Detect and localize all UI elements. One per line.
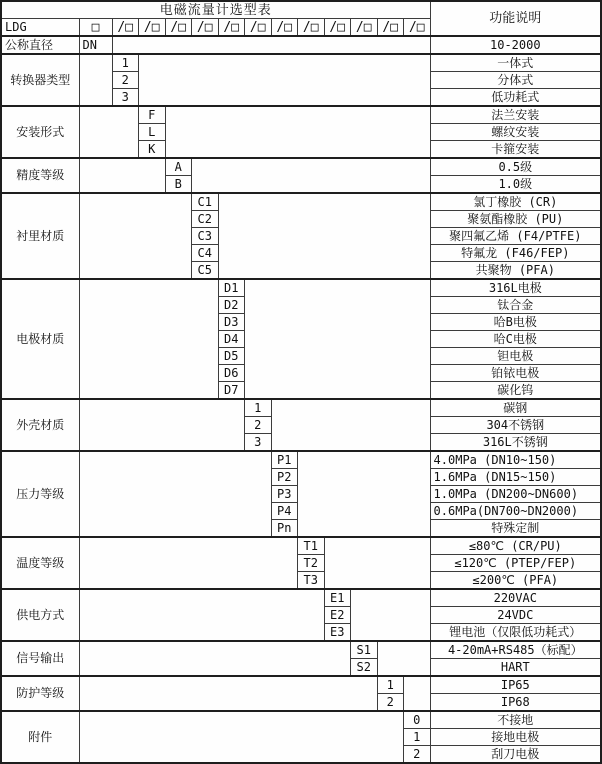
option-code: E2 <box>324 607 351 624</box>
model-code-box: □ <box>79 19 112 37</box>
model-code-slash-box: /□ <box>351 19 378 37</box>
option-description: 0.6MPa(DN700~DN2000) <box>430 503 601 520</box>
category-label: 转换器类型 <box>1 54 79 106</box>
option-code: 1 <box>245 399 272 417</box>
spacer-cell <box>112 36 430 54</box>
option-code: Pn <box>271 520 298 538</box>
option-description: 1.0级 <box>430 176 601 194</box>
model-code-slash-box: /□ <box>165 19 192 37</box>
spacer-cell <box>218 193 430 279</box>
function-column-header: 功能说明 <box>430 1 601 36</box>
option-description: IP65 <box>430 676 601 694</box>
spacer-cell <box>351 589 431 641</box>
option-code: 2 <box>377 694 404 712</box>
model-code-slash-box: /□ <box>139 19 166 37</box>
spacer-cell <box>165 106 430 158</box>
option-code: D6 <box>218 365 245 382</box>
category-label: 衬里材质 <box>1 193 79 279</box>
option-code: DN <box>79 36 112 54</box>
option-description: 锂电池（仅限低功耗式） <box>430 624 601 642</box>
option-description: 220VAC <box>430 589 601 607</box>
spacer-cell <box>79 641 351 676</box>
option-code: 3 <box>245 434 272 452</box>
spacer-cell <box>324 537 430 589</box>
model-code-slash-box: /□ <box>192 19 219 37</box>
spacer-cell <box>79 589 324 641</box>
option-code: E1 <box>324 589 351 607</box>
option-code: T1 <box>298 537 325 555</box>
option-code: C1 <box>192 193 219 211</box>
category-label: 压力等级 <box>1 451 79 537</box>
category-label: 温度等级 <box>1 537 79 589</box>
option-code: P4 <box>271 503 298 520</box>
option-code: S1 <box>351 641 378 659</box>
option-description: 聚氨酯橡胶 (PU) <box>430 211 601 228</box>
option-description: 不接地 <box>430 711 601 729</box>
option-description: 特氟龙 (F46/FEP) <box>430 245 601 262</box>
option-code: 2 <box>112 72 139 89</box>
option-description: 4.0MPa (DN10~150) <box>430 451 601 469</box>
option-description: 聚四氟乙烯 (F4/PTFE) <box>430 228 601 245</box>
option-description: 钽电极 <box>430 348 601 365</box>
option-code: D2 <box>218 297 245 314</box>
option-code: C3 <box>192 228 219 245</box>
category-label: 安装形式 <box>1 106 79 158</box>
option-code: 2 <box>245 417 272 434</box>
option-code: K <box>139 141 166 159</box>
model-code-slash-box: /□ <box>404 19 431 37</box>
option-code: P3 <box>271 486 298 503</box>
category-label: 公称直径 <box>1 36 79 54</box>
option-description: 碳钢 <box>430 399 601 417</box>
option-description: 一体式 <box>430 54 601 72</box>
spacer-cell <box>79 537 298 589</box>
option-description: 碳化钨 <box>430 382 601 400</box>
option-description: 哈C电极 <box>430 331 601 348</box>
spacer-cell <box>404 676 431 711</box>
option-description: 螺纹安装 <box>430 124 601 141</box>
spacer-cell <box>245 279 431 399</box>
model-code-prefix: LDG <box>1 19 79 37</box>
model-code-slash-box: /□ <box>112 19 139 37</box>
category-label: 供电方式 <box>1 589 79 641</box>
option-description: 316L电极 <box>430 279 601 297</box>
option-description: 哈B电极 <box>430 314 601 331</box>
option-description: 1.6MPa (DN15~150) <box>430 469 601 486</box>
option-description: 分体式 <box>430 72 601 89</box>
model-code-slash-box: /□ <box>324 19 351 37</box>
option-description: 卡箍安装 <box>430 141 601 159</box>
option-code: D3 <box>218 314 245 331</box>
option-description: 316L不锈钢 <box>430 434 601 452</box>
option-code: T3 <box>298 572 325 590</box>
spacer-cell <box>79 711 404 763</box>
option-code: L <box>139 124 166 141</box>
option-code: 3 <box>112 89 139 107</box>
category-label: 防护等级 <box>1 676 79 711</box>
spacer-cell <box>271 399 430 451</box>
spacer-cell <box>79 193 192 279</box>
category-label: 外壳材质 <box>1 399 79 451</box>
option-description: 接地电极 <box>430 729 601 746</box>
option-description: 共聚物 (PFA) <box>430 262 601 280</box>
option-description: 304不锈钢 <box>430 417 601 434</box>
spacer-cell <box>192 158 431 193</box>
option-code: P2 <box>271 469 298 486</box>
option-code: C2 <box>192 211 219 228</box>
category-label: 电极材质 <box>1 279 79 399</box>
option-description: 氯丁橡胶 (CR) <box>430 193 601 211</box>
option-code: D7 <box>218 382 245 400</box>
option-code: E3 <box>324 624 351 642</box>
spacer-cell <box>79 279 218 399</box>
option-description: 24VDC <box>430 607 601 624</box>
option-description: 低功耗式 <box>430 89 601 107</box>
option-code: F <box>139 106 166 124</box>
spacer-cell <box>298 451 431 537</box>
option-code: 0 <box>404 711 431 729</box>
model-code-slash-box: /□ <box>298 19 325 37</box>
option-description: 0.5级 <box>430 158 601 176</box>
option-code: B <box>165 176 192 194</box>
option-description: 铂铱电极 <box>430 365 601 382</box>
spacer-cell <box>377 641 430 676</box>
model-code-slash-box: /□ <box>271 19 298 37</box>
model-code-slash-box: /□ <box>218 19 245 37</box>
option-code: C5 <box>192 262 219 280</box>
option-code: 2 <box>404 746 431 764</box>
option-description: ≤80℃ (CR/PU) <box>430 537 601 555</box>
option-code: 1 <box>112 54 139 72</box>
option-code: T2 <box>298 555 325 572</box>
option-code: D4 <box>218 331 245 348</box>
model-code-slash-box: /□ <box>245 19 272 37</box>
option-description: 法兰安装 <box>430 106 601 124</box>
table-title: 电磁流量计选型表 <box>1 1 430 19</box>
spacer-cell <box>79 54 112 106</box>
option-description: IP68 <box>430 694 601 712</box>
spacer-cell <box>139 54 431 106</box>
spacer-cell <box>79 158 165 193</box>
spacer-cell <box>79 399 245 451</box>
option-description: 1.0MPa (DN200~DN600) <box>430 486 601 503</box>
option-description: ≤120℃ (PTEP/FEP) <box>430 555 601 572</box>
option-code: S2 <box>351 659 378 677</box>
option-description: ≤200℃ (PFA) <box>430 572 601 590</box>
option-code: 1 <box>377 676 404 694</box>
spacer-cell <box>79 676 377 711</box>
category-label: 精度等级 <box>1 158 79 193</box>
option-code: P1 <box>271 451 298 469</box>
option-description: 钛合金 <box>430 297 601 314</box>
category-label: 信号输出 <box>1 641 79 676</box>
option-code: D1 <box>218 279 245 297</box>
spacer-cell <box>79 451 271 537</box>
option-code: D5 <box>218 348 245 365</box>
option-description: 4-20mA+RS485（标配） <box>430 641 601 659</box>
spacer-cell <box>79 106 139 158</box>
option-code: 1 <box>404 729 431 746</box>
category-label: 附件 <box>1 711 79 763</box>
option-code: A <box>165 158 192 176</box>
option-code: C4 <box>192 245 219 262</box>
model-code-slash-box: /□ <box>377 19 404 37</box>
option-description: 特殊定制 <box>430 520 601 538</box>
option-description: 10-2000 <box>430 36 601 54</box>
option-description: HART <box>430 659 601 677</box>
option-description: 刮刀电极 <box>430 746 601 764</box>
